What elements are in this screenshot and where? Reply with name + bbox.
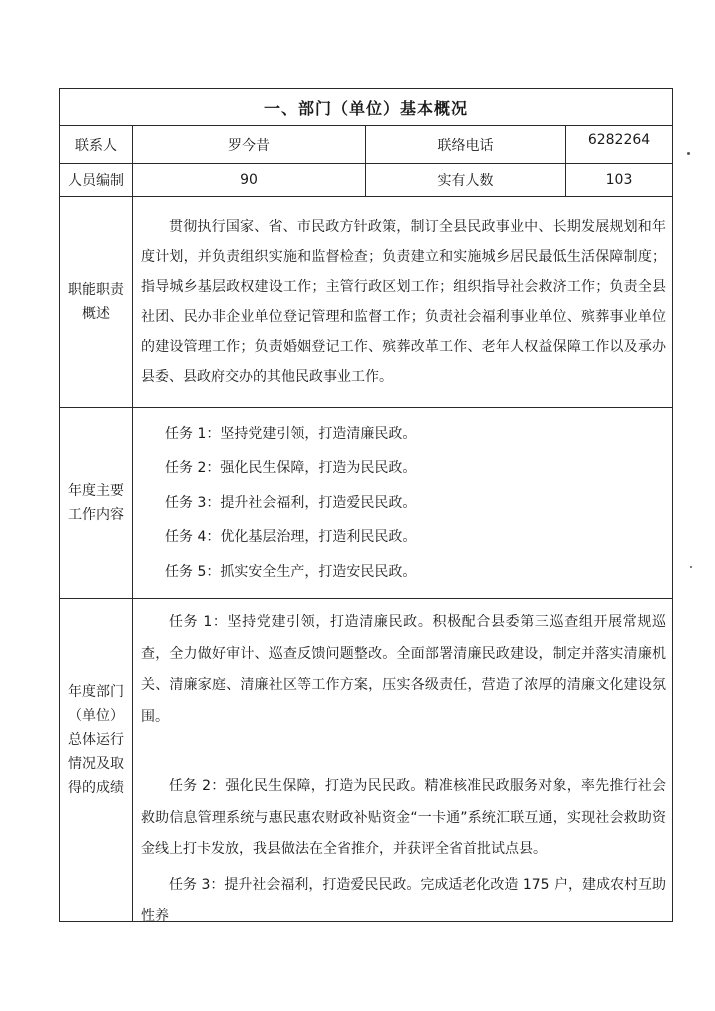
task-item: 任务 1：坚持党建引领，打造清廉民政。: [165, 425, 417, 442]
performance-paragraph: 任务 3：提升社会福利，打造爱民民政。完成适老化改造 175 户，建成农村互助性养: [141, 876, 667, 924]
performance-paragraph: 任务 1：坚持党建引领，打造清廉民政。积极配合县委第三巡查组开展常规巡查，全力做好审计、巡查反馈问题整改。全面部署清廉民政建设，制定并落实清廉机关、清廉家庭、清廉社区等工作方案，压实各级责任，营造了浓厚的清廉文化建设氛围。: [141, 614, 667, 725]
staff-quota-value: 90: [133, 164, 366, 197]
scan-speck: [687, 152, 690, 155]
phone-label: 联络电话: [366, 126, 566, 164]
task-item: 任务 3：提升社会福利，打造爱民民政。: [165, 494, 417, 511]
task-list: [133, 411, 672, 596]
duties-label: 职能职责概述: [60, 197, 133, 408]
contact-name: 罗今昔: [133, 126, 366, 164]
scan-speck: [690, 566, 692, 568]
basic-info-table: [59, 88, 673, 922]
task-item: 任务 5：抓实安全生产，打造安民民政。: [165, 563, 417, 580]
staff-actual-label: 实有人数: [366, 164, 566, 197]
performance-body: [133, 599, 672, 924]
task-item: 任务 4：优化基层治理，打造利民民政。: [165, 529, 417, 546]
duties-text: 贯彻执行国家、省、市民政方针政策，制订全县民政事业中、长期发展规划和年度计划，并负责组织实施和监督检查；负责建立和实施城乡居民最低生活保障制度；指导城乡基层政权建设工作；主管行政区划工作；组织指导社会救济工作；负责全县社团、民办非企业单位登记管理和监督工作；负责社会福利事业单位、殡葬事业单位的建设管理工作；负责婚姻登记工作、殡葬改革工作、老年人权益保障工作以及承办县委、县政府交办的其他民政事业工作。: [141, 219, 667, 385]
section-title: 一、部门（单位）基本概况: [60, 89, 673, 126]
duties-cell: [133, 197, 673, 408]
contact-label: 联系人: [60, 126, 133, 164]
staff-actual-value: 103: [566, 164, 673, 197]
performance-label: 年度部门（单位）总体运行情况及取得的成绩: [60, 599, 133, 922]
performance-cell: [133, 599, 673, 922]
task-item: 任务 2：强化民生保障，打造为民民政。: [165, 460, 417, 477]
tasks-cell: [133, 408, 673, 599]
tasks-label: 年度主要工作内容: [60, 408, 133, 599]
performance-paragraph: 任务 2：强化民生保障，打造为民民政。精准核准民政服务对象，率先推行社会救助信息管理系统与惠民惠农财政补贴资金“一卡通”系统汇联互通，实现社会救助资金线上打卡发放，我县做法在全省推介，并获评全省首批试点县。: [141, 778, 667, 857]
phone-value: 6282264: [566, 126, 673, 164]
staff-quota-label: 人员编制: [60, 164, 133, 197]
